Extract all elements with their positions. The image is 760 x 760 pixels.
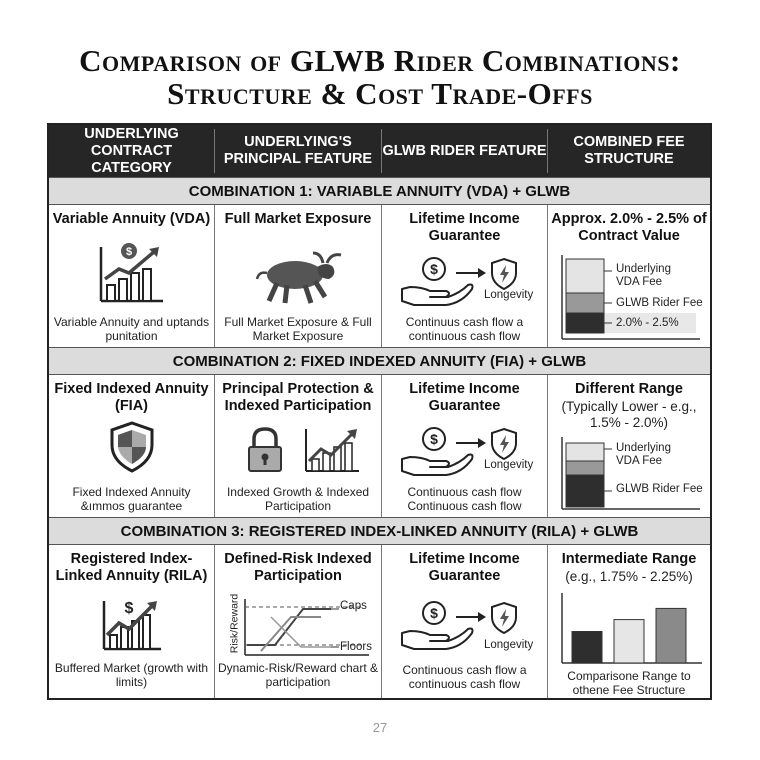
bull-icon (255, 245, 345, 305)
combo3-fee-title: Intermediate Range (561, 551, 697, 567)
header-fee-structure: COMBINED FEE STRUCTURE (573, 134, 685, 167)
combo3-contract-caption: Buffered Market (growth with limits) (54, 661, 209, 689)
fee-bar-1 (572, 632, 602, 664)
combo1-fee-label-rider: GLWB Rider Fee (616, 297, 703, 309)
combination-2-band: COMBINATION 2: FIXED INDEXED ANNUITY (FIA) + GLWB (49, 347, 710, 375)
combo2-glwb-caption: Continuous cash flow Continuous cash flow (407, 485, 522, 513)
combo3-fee-caption: Comparisone Range to othene Fee Structure (567, 669, 691, 697)
combo1-glwb-caption: Continuus cash flow a continuous cash flow (405, 315, 524, 343)
combo1-principal-caption: Full Market Exposure & Full Market Exposure (224, 315, 372, 343)
combo2-principal-caption: Indexed Growth & Indexed Participation (226, 485, 370, 513)
combo3-longevity-label: Longevity (484, 639, 534, 651)
header-glwb-feature: GLWB RIDER FEATURE (382, 142, 547, 159)
svg-text:$: $ (430, 431, 438, 447)
header-principal-feature: UNDERLYING'S PRINCIPAL FEATURE (223, 134, 373, 167)
page-title (0, 44, 760, 110)
combo2-principal-cell (215, 375, 382, 517)
combo1-contract-title: Variable Annuity (VDA) (52, 211, 211, 227)
combination-3-band: COMBINATION 3: REGISTERED INDEX-LINKED ANNUITY (RILA) + GLWB (49, 517, 710, 545)
risk-reward-axis-label: Risk/Reward (228, 593, 241, 654)
combo2-fee-label-vda: VDA Fee (616, 455, 663, 467)
combo1-longevity-label: Longevity (484, 289, 534, 301)
floors-label: Floors (340, 641, 372, 653)
svg-text:$: $ (125, 246, 133, 258)
combo2-fee-label-underlying: Underlying (616, 442, 671, 454)
combo2-longevity-label: Longevity (484, 459, 534, 471)
combo3-fee-bar-chart (560, 593, 704, 665)
growth-chart-dollar-icon (101, 597, 163, 653)
combo2-fee-subtitle: (Typically Lower - e.g., 1.5% - 2.0%) (561, 399, 697, 430)
comparison-table (47, 123, 712, 700)
combo1-principal-cell (215, 205, 382, 347)
combo2-fee-title: Different Range (575, 381, 683, 397)
svg-text:$: $ (430, 605, 438, 621)
combo1-glwb-cell (382, 205, 548, 347)
combo3-glwb-title: Lifetime Income Guarantee (409, 551, 520, 584)
combo2-contract-cell (49, 375, 215, 517)
fee-bar-3 (656, 608, 686, 663)
shield-icon (109, 421, 155, 473)
combo1-fee-title: Approx. 2.0% - 2.5% of Contract Value (551, 211, 707, 244)
svg-text:$: $ (124, 600, 134, 617)
svg-text:$: $ (430, 261, 438, 277)
growth-chart-dollar-icon (97, 243, 167, 305)
combo2-principal-title: Principal Protection & Indexed Participation (222, 381, 374, 414)
combo3-principal-title: Defined-Risk Indexed Participation (224, 551, 372, 584)
indexed-growth-chart-icon (303, 427, 361, 473)
combo1-fee-label-range: 2.0% - 2.5% (616, 317, 679, 329)
combo2-fee-cell (548, 375, 710, 517)
combo1-contract-cell (49, 205, 215, 347)
page-number: 27 (372, 720, 388, 735)
combo3-glwb-caption: Continuous cash flow a continuous cash flow (402, 663, 527, 691)
caps-label: Caps (340, 600, 367, 612)
combo3-principal-caption: Dynamic-Risk/Reward chart & participation (217, 661, 379, 689)
combo1-principal-title: Full Market Exposure (224, 211, 372, 227)
combo1-contract-caption: Variable Annuity and uptands punitation (53, 315, 210, 343)
combo2-fee-label-rider: GLWB Rider Fee (616, 483, 703, 495)
combo1-fee-label-underlying: Underlying (616, 263, 671, 275)
combination-1-band: COMBINATION 1: VARIABLE ANNUITY (VDA) + GLWB (49, 177, 710, 205)
combo2-contract-title: Fixed Indexed Annuity (FIA) (54, 381, 209, 414)
combo3-principal-cell (215, 545, 382, 698)
combo1-fee-label-vda: VDA Fee (616, 276, 663, 288)
combo3-fee-subtitle: (e.g., 1.75% - 2.25%) (565, 569, 693, 584)
combo3-glwb-cell (382, 545, 548, 698)
combo3-contract-title: Registered Index-Linked Annuity (RILA) (55, 551, 208, 584)
combo3-fee-cell (548, 545, 710, 698)
combo2-glwb-cell (382, 375, 548, 517)
combo1-fee-cell (548, 205, 710, 347)
fee-bar-2 (614, 620, 644, 663)
table-header (49, 125, 710, 177)
title-line-2: Structure & Cost Trade-Offs (167, 76, 593, 111)
title-line-1: Comparison of GLWB Rider Combinations: (79, 43, 681, 78)
combo3-contract-cell (49, 545, 215, 698)
combo2-contract-caption: Fixed Indexed Annuity &ımmos guarantee (72, 485, 191, 513)
combo2-glwb-title: Lifetime Income Guarantee (409, 381, 520, 414)
header-contract-category: UNDERLYING CONTRACT CATEGORY (84, 125, 179, 176)
combo1-glwb-title: Lifetime Income Guarantee (409, 211, 520, 244)
padlock-icon (245, 427, 285, 473)
